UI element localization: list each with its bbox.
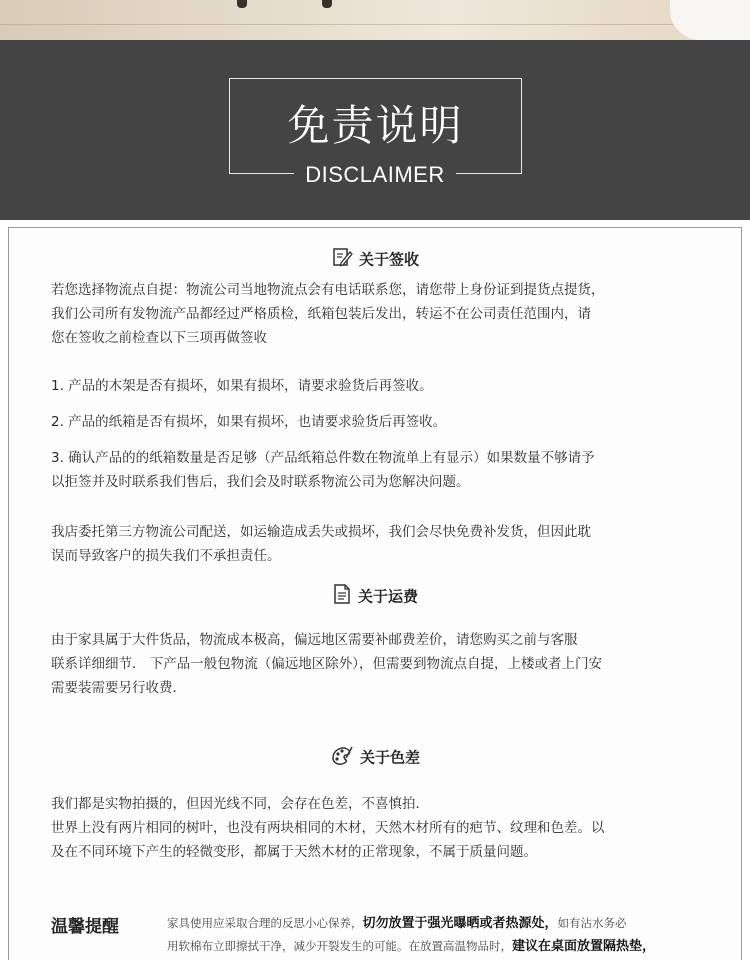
text-line: 若您选择物流点自提：物流公司当地物流点会有电话联系您，请您带上身份证到提货点提货， <box>51 282 605 298</box>
signing-item-3 <box>51 446 711 494</box>
text-line: 我们公司所有发物流产品都经过严格质检，纸箱包装后发出，转运不在公司责任范围内，请 <box>51 306 591 322</box>
section-heading-label: 关于运费 <box>357 587 418 606</box>
text-line: 2. 产品的纸箱是否有损坏，如果有损坏，也请要求验货后再签收。 <box>51 414 447 430</box>
disclaimer-banner <box>0 40 750 220</box>
tip-line-2 <box>167 935 715 958</box>
tip-text <box>167 912 715 960</box>
product-photo-strip <box>0 0 750 40</box>
tip-emphasis: 切勿放置于强光曝晒或者热源处， <box>362 916 558 931</box>
signing-item-1 <box>51 374 711 398</box>
text-line: 联系详细细节． 下产品一般包物流（偏远地区除外），但需要到物流点自提，上楼或者上门安 <box>51 656 603 672</box>
shipping-text <box>51 628 711 700</box>
text-line: 我店委托第三方物流公司配送，如运输造成丢失或损坏，我们会尽快免费补发货，但因此耽 <box>51 524 591 540</box>
tip-text-part: 如有沾水务必 <box>557 916 627 930</box>
tip-title: 温馨提醒 <box>51 917 119 937</box>
text-line: 您在签收之前检查以下三项再做签收 <box>51 330 267 346</box>
document-icon <box>332 583 352 609</box>
text-line: 3. 确认产品的的纸箱数量是否足够（产品纸箱总件数在物流单上有显示）如果数量不够请予 <box>51 450 595 466</box>
signing-intro <box>51 278 711 350</box>
section-heading-label: 关于签收 <box>358 250 419 269</box>
floor-line <box>0 24 750 25</box>
section-heading-color <box>9 744 741 770</box>
title-frame <box>229 78 522 174</box>
text-line: 世界上没有两片相同的树叶，也没有两块相同的木材，天然木材所有的疤节、纹理和色差。以 <box>51 820 605 836</box>
tip-emphasis: 建议在桌面放置隔热垫， <box>512 939 656 954</box>
banner-title-cn: 免责说明 <box>287 101 464 150</box>
text-line: 及在不同环境下产生的轻微变形，都属于天然木材的正常现象，不属于质量问题。 <box>51 844 537 860</box>
tip-line-1 <box>167 912 715 935</box>
tip-text-part: 家具使用应采取合理的反思小心保养， <box>167 916 363 930</box>
palette-icon <box>330 744 354 770</box>
white-furniture-shape <box>670 0 750 40</box>
text-line: 1. 产品的木架是否有损坏，如果有损坏，请要求验货后再签收。 <box>51 378 433 394</box>
edit-document-icon <box>331 246 353 272</box>
text-line: 以拒签并及时联系我们售后，我们会及时联系物流公司为您解决问题。 <box>51 474 470 490</box>
signing-note <box>51 520 711 568</box>
color-text <box>51 792 711 864</box>
furniture-leg <box>237 0 247 8</box>
disclaimer-card <box>8 227 742 960</box>
text-line: 我们都是实物拍摄的，但因光线不同，会存在色差，不喜慎拍． <box>51 796 429 812</box>
text-line: 由于家具属于大件货品，物流成本极高，偏远地区需要补邮费差价，请您购买之前与客服 <box>51 632 578 648</box>
section-heading-label: 关于色差 <box>359 748 420 767</box>
section-heading-signing <box>9 246 741 272</box>
text-line: 误而导致客户的损失我们不承担责任。 <box>51 548 281 564</box>
banner-title-en: DISCLAIMER <box>294 161 456 189</box>
furniture-leg <box>322 0 332 8</box>
tip-text-part: 用软棉布立即擦拭干净，减少开裂发生的可能。在放置高温物品时， <box>167 939 512 953</box>
text-line: 需要装需要另行收费． <box>51 680 186 696</box>
signing-item-2 <box>51 410 711 434</box>
section-heading-shipping <box>9 583 741 609</box>
